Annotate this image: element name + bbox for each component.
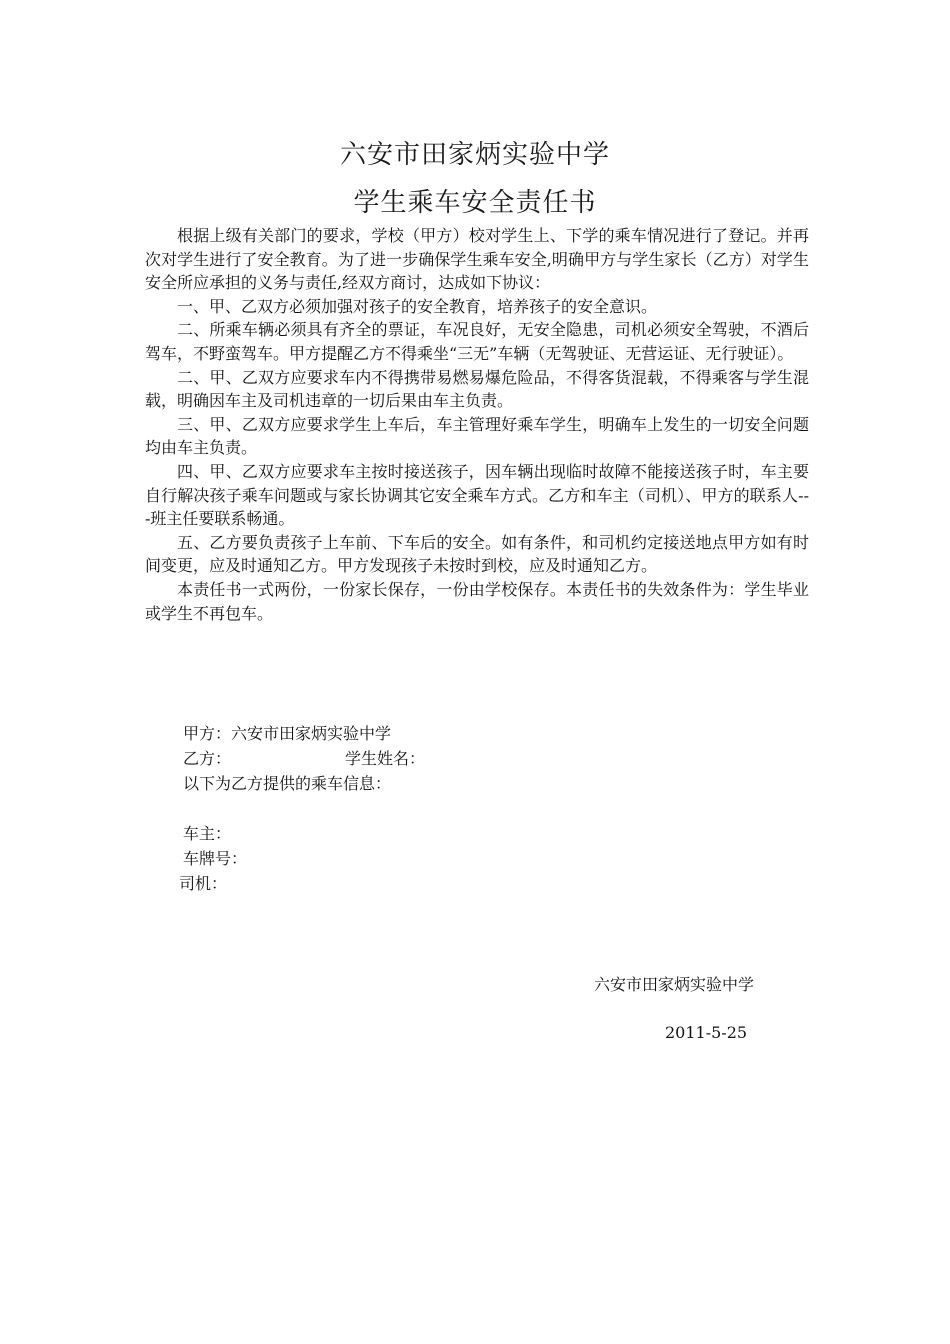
agreement-body xyxy=(145,224,809,625)
party-a-line: 甲方：六安市田家炳实验中学 xyxy=(183,724,392,743)
school-name-heading: 六安市田家炳实验中学 xyxy=(339,140,610,170)
document-title: 学生乘车安全责任书 xyxy=(353,188,597,218)
ride-info-intro: 以下为乙方提供的乘车信息： xyxy=(183,774,392,793)
student-name-label: 学生姓名： xyxy=(345,749,426,768)
plate-number-label: 车牌号： xyxy=(183,849,248,868)
paragraph-clause-2b: 二、甲、乙双方应要求车内不得携带易燃易爆危险品，不得客货混载，不得乘客与学生混载，明确因车主及司机违章的一切后果由车主负责。 xyxy=(145,367,809,411)
car-owner-label: 车主： xyxy=(183,824,232,843)
paragraph-clause-1: 一、甲、乙双方必须加强对孩子的安全教育，培养孩子的安全意识。 xyxy=(177,296,658,316)
footer-organization: 六安市田家炳实验中学 xyxy=(594,975,755,994)
paragraph-clause-4: 四、甲、乙双方应要求车主按时接送孩子，因车辆出现临时故障不能接送孩子时，车主要自行解决孩子乘车问题或与家长协调其它安全乘车方式。乙方和车主（司机）、甲方的联系人---班主任要联系畅通。 xyxy=(145,461,809,529)
paragraph-intro: 根据上级有关部门的要求，学校（甲方）校对学生上、下学的乘车情况进行了登记。并再次对学生进行了安全教育。为了进一步确保学生乘车安全,明确甲方与学生家长（乙方）对学生安全所应承担的义务与责任,经双方商讨，达成如下协议： xyxy=(145,226,809,293)
paragraph-clause-5: 五、乙方要负责孩子上车前、下车后的安全。如有条件，和司机约定接送地点甲方如有时间变更，应及时通知乙方。甲方发现孩子未按时到校，应及时通知乙方。 xyxy=(145,532,809,576)
party-b-label: 乙方： xyxy=(183,749,232,768)
driver-label: 司机： xyxy=(179,874,228,893)
footer-date: 2011-5-25 xyxy=(665,1023,748,1042)
paragraph-closing: 本责任书一式两份，一份家长保存，一份由学校保存。本责任书的失效条件为：学生毕业或学生不再包车。 xyxy=(145,579,809,623)
paragraph-clause-2: 二、所乘车辆必须具有齐全的票证，车况良好，无安全隐患，司机必须安全驾驶，不酒后驾车，不野蛮驾车。甲方提醒乙方不得乘坐“三无”车辆（无驾驶证、无营运证、无行驶证）。 xyxy=(145,320,809,363)
paragraph-clause-3: 三、甲、乙双方应要求学生上车后，车主管理好乘车学生，明确车上发生的一切安全问题均由车主负责。 xyxy=(145,414,809,458)
